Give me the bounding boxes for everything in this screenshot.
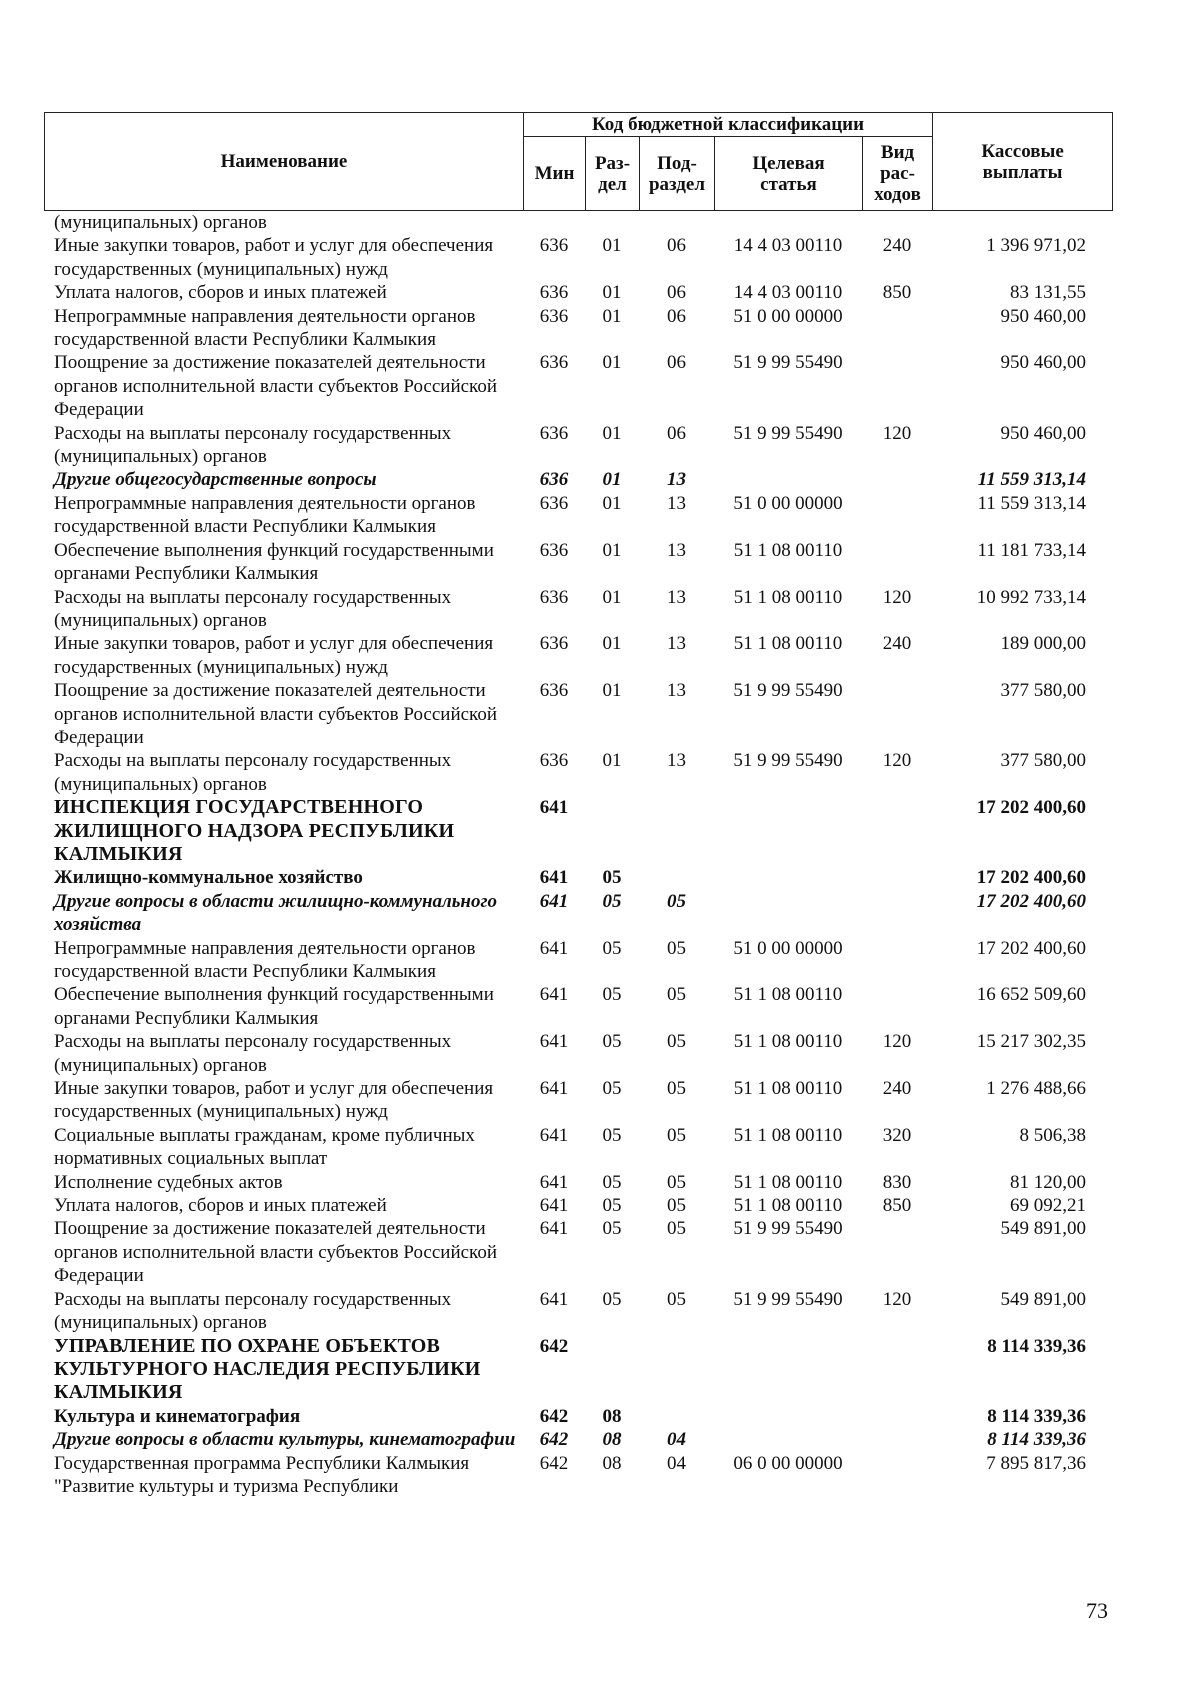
row-vid [862,1217,932,1287]
row-razdel [585,796,639,866]
row-name: Другие вопросы в области жилищно-коммунального хозяйства [54,890,497,936]
header-code-group: Код бюджетной классификации [524,113,933,137]
table-header [44,112,1113,211]
table-row [44,539,1112,586]
row-amount: 69 092,21 [1010,1195,1086,1217]
row-min: 641 [539,1195,569,1217]
row-min: 641 [539,1124,569,1146]
table-row [44,468,1112,491]
row-min [523,211,585,234]
table-row [44,1124,1112,1171]
row-podrazdel [639,1335,714,1405]
row-razdel: 05 [602,1031,622,1053]
row-vid [862,796,932,866]
row-min: 641 [539,1171,569,1193]
row-target: 51 1 08 00110 [733,1124,843,1146]
row-amount: 189 000,00 [1000,633,1086,655]
row-name: Уплата налогов, сборов и иных платежей [54,282,387,304]
row-podrazdel: 06 [667,352,686,374]
row-name: ИНСПЕКЦИЯ ГОСУДАРСТВЕННОГО ЖИЛИЩНОГО НАДЗОРА РЕСПУБЛИКИ КАЛМЫКИЯ [54,796,455,865]
row-vid [862,1405,932,1428]
table-row [44,351,1112,421]
table-row [44,983,1112,1030]
table-row [44,281,1112,304]
row-razdel: 01 [602,750,622,772]
row-podrazdel [639,211,714,234]
row-razdel [585,1335,639,1405]
table-row [44,492,1112,539]
row-amount: 8 114 339,36 [987,1429,1086,1451]
row-amount: 81 120,00 [1010,1171,1086,1193]
row-razdel: 05 [602,937,622,959]
row-name: Расходы на выплаты персоналу государственных (муниципальных) органов [54,750,452,795]
row-min: 636 [539,680,569,702]
row-podrazdel: 06 [667,305,686,327]
row-name: Расходы на выплаты персоналу государственных (муниципальных) органов [54,422,452,468]
row-amount: 8 506,38 [1019,1124,1086,1146]
row-podrazdel: 05 [667,1031,686,1053]
row-min: 636 [539,586,569,608]
table-row [44,749,1112,796]
row-min: 641 [539,1288,569,1310]
row-target: 14 4 03 00110 [733,282,843,304]
header-name: Наименование [45,113,524,211]
row-name: Другие вопросы в области культуры, кинематографии [54,1429,516,1451]
row-target: 51 9 99 55490 [733,680,843,702]
row-name: Другие общегосударственные вопросы [54,469,377,491]
row-min: 641 [539,984,569,1006]
row-target: 51 9 99 55490 [733,352,843,374]
table-row [44,1405,1112,1428]
table-row [44,1077,1112,1124]
row-podrazdel: 04 [667,1452,686,1474]
row-min: 636 [539,750,569,772]
table-row [44,1194,1112,1217]
row-razdel: 01 [602,469,622,491]
row-amount: 8 114 339,36 [987,1335,1086,1357]
table-row [44,234,1112,281]
row-razdel: 01 [602,539,622,561]
row-amount: 549 891,00 [1000,1288,1086,1310]
row-min: 641 [539,890,569,912]
row-vid: 320 [882,1124,912,1146]
row-podrazdel: 05 [667,1078,686,1100]
row-name: Иные закупки товаров, работ и услуг для обеспечения государственных (муниципальных) нужд [54,235,494,280]
row-podrazdel: 13 [667,750,686,772]
header-min: Мин [524,137,586,211]
table-row [44,211,1112,234]
row-min: 636 [539,235,569,257]
row-razdel: 05 [602,1195,622,1217]
row-name: УПРАВЛЕНИЕ ПО ОХРАНЕ ОБЪЕКТОВ КУЛЬТУРНОГО НАСЛЕДИЯ РЕСПУБЛИКИ КАЛМЫКИЯ [54,1334,481,1404]
row-podrazdel: 06 [667,422,686,444]
row-name: Непрограммные направления деятельности органов государственной власти Республики Калмыкия [54,937,476,982]
table-row [44,890,1112,937]
row-vid [862,866,932,889]
row-min: 642 [539,1335,569,1357]
row-target [714,1405,862,1428]
row-vid: 120 [882,422,912,444]
row-amount: 11 559 313,14 [977,469,1086,491]
header-podrazdel: Под- раздел [640,137,715,211]
row-min: 636 [539,492,569,514]
table-row [44,1335,1112,1405]
row-name: Расходы на выплаты персоналу государственных (муниципальных) органов [54,586,452,631]
table-row [44,1171,1112,1194]
row-name: Расходы на выплаты персоналу государственных (муниципальных) органов [54,1031,452,1076]
header-amount: Кассовые выплаты [933,113,1113,211]
row-podrazdel: 05 [667,937,686,959]
row-min: 636 [539,469,569,491]
row-target: 51 1 08 00110 [733,1031,843,1053]
row-target: 51 9 99 55490 [733,1288,843,1310]
row-min: 636 [539,422,569,444]
row-name: Исполнение судебных актов [54,1171,283,1193]
row-podrazdel: 13 [667,586,686,608]
row-target: 51 1 08 00110 [733,539,843,561]
row-min: 641 [539,1031,569,1053]
row-vid [862,1452,932,1499]
row-podrazdel: 05 [667,1218,686,1240]
row-vid: 240 [882,633,912,655]
row-amount: 15 217 302,35 [976,1031,1086,1053]
table-row [44,866,1112,889]
table-row [44,1288,1112,1335]
row-amount: 16 652 509,60 [976,984,1086,1006]
row-razdel: 01 [602,352,622,374]
row-amount: 11 559 313,14 [977,492,1086,514]
row-razdel: 05 [602,1171,622,1193]
header-target: Целевая статья [715,137,863,211]
row-amount: 17 202 400,60 [976,797,1086,819]
row-target: 06 0 00 00000 [733,1452,843,1474]
row-vid: 120 [882,1288,912,1310]
row-razdel: 05 [602,1124,622,1146]
row-amount: 17 202 400,60 [976,890,1086,912]
table-row [44,796,1112,866]
row-podrazdel: 13 [667,680,686,702]
row-vid: 830 [882,1171,912,1193]
row-razdel: 05 [602,867,622,889]
row-podrazdel: 05 [667,1171,686,1193]
row-vid [862,1428,932,1451]
row-min: 636 [539,305,569,327]
row-name: Государственная программа Республики Калмыкия "Развитие культуры и туризма Республики [54,1452,470,1497]
row-vid [862,211,932,234]
row-target: 51 9 99 55490 [733,750,843,772]
row-amount: 377 580,00 [1000,680,1086,702]
row-name: Обеспечение выполнения функций государственными органами Республики Калмыкия [54,984,494,1029]
table-row [44,422,1112,469]
row-vid: 240 [882,235,912,257]
row-vid [862,468,932,491]
row-name: Иные закупки товаров, работ и услуг для обеспечения государственных (муниципальных) нужд [54,1078,494,1123]
row-razdel: 01 [602,305,622,327]
row-min: 636 [539,633,569,655]
row-razdel: 01 [602,422,622,444]
row-vid [862,305,932,352]
row-target [714,866,862,889]
row-target [714,796,862,866]
row-vid [862,1335,932,1405]
row-min: 636 [539,539,569,561]
row-razdel [585,211,639,234]
row-target: 51 1 08 00110 [733,633,843,655]
row-podrazdel [639,796,714,866]
row-target: 51 0 00 00000 [733,305,843,327]
row-podrazdel: 05 [667,1124,686,1146]
row-min: 641 [539,1078,569,1100]
row-razdel: 01 [602,235,622,257]
row-amount: 17 202 400,60 [976,867,1086,889]
row-vid: 120 [882,586,912,608]
row-razdel: 05 [602,1288,622,1310]
row-amount: 11 181 733,14 [977,539,1086,561]
row-amount: 17 202 400,60 [976,937,1086,959]
table-row [44,679,1112,749]
row-name: Поощрение за достижение показателей деятельности органов исполнительной власти субъектов Российской Федерации [54,352,497,421]
row-amount: 10 992 733,14 [976,586,1086,608]
row-min: 636 [539,352,569,374]
row-name: (муниципальных) органов [54,212,267,233]
row-target [714,1428,862,1451]
row-target [714,1335,862,1405]
row-razdel: 01 [602,282,622,304]
row-podrazdel: 13 [667,633,686,655]
row-vid: 120 [882,750,912,772]
row-amount: 8 114 339,36 [987,1405,1086,1427]
row-target: 51 1 08 00110 [733,1171,843,1193]
row-name: Иные закупки товаров, работ и услуг для обеспечения государственных (муниципальных) нужд [54,633,494,678]
row-name: Поощрение за достижение показателей деятельности органов исполнительной власти субъектов Российской Федерации [54,1218,497,1287]
row-target [714,211,862,234]
row-razdel: 05 [602,1218,622,1240]
row-target [714,890,862,937]
row-podrazdel: 13 [667,492,686,514]
row-podrazdel: 04 [667,1429,686,1451]
row-amount: 549 891,00 [1000,1218,1086,1240]
row-amount: 83 131,55 [1010,282,1086,304]
row-podrazdel: 05 [667,1195,686,1217]
row-vid [862,492,932,539]
row-vid [862,937,932,984]
row-razdel: 05 [602,984,622,1006]
row-name: Расходы на выплаты персоналу государственных (муниципальных) органов [54,1288,452,1334]
header-vid: Вид рас- ходов [863,137,933,211]
row-razdel: 05 [602,1078,622,1100]
row-target [714,468,862,491]
row-name: Жилищно-коммунальное хозяйство [54,867,363,889]
table-row [44,586,1112,633]
row-amount: 950 460,00 [1000,305,1086,327]
row-vid [862,539,932,586]
row-amount: 1 276 488,66 [986,1078,1086,1100]
row-min: 641 [539,937,569,959]
row-min: 641 [539,797,569,819]
row-name: Непрограммные направления деятельности органов государственной власти Республики Калмыкия [54,305,476,351]
row-vid [862,351,932,421]
row-razdel: 01 [602,586,622,608]
row-razdel: 08 [602,1452,622,1474]
row-name: Социальные выплаты гражданам, кроме публичных нормативных социальных выплат [54,1124,475,1170]
row-target: 51 9 99 55490 [733,422,843,444]
budget-table [44,211,1112,1498]
row-razdel: 01 [602,680,622,702]
row-target: 51 0 00 00000 [733,492,843,514]
row-target: 51 1 08 00110 [733,1195,843,1217]
row-razdel: 01 [602,492,622,514]
row-vid: 120 [882,1031,912,1053]
page-number: 73 [1086,1598,1108,1623]
table-row [44,1217,1112,1287]
row-min: 636 [539,282,569,304]
row-min: 641 [539,867,569,889]
row-name: Непрограммные направления деятельности органов государственной власти Республики Калмыкия [54,492,476,538]
row-target: 14 4 03 00110 [733,235,843,257]
row-name: Поощрение за достижение показателей деятельности органов исполнительной власти субъектов Российской Федерации [54,680,497,748]
row-razdel: 01 [602,633,622,655]
row-amount: 950 460,00 [1000,352,1086,374]
row-min: 642 [539,1452,569,1474]
table-row [44,305,1112,352]
row-amount: 7 895 817,36 [986,1452,1086,1474]
row-target: 51 0 00 00000 [733,937,843,959]
row-amount: 377 580,00 [1000,750,1086,772]
row-min: 641 [539,1218,569,1240]
row-vid [862,983,932,1030]
row-razdel: 08 [602,1429,622,1451]
row-name: Обеспечение выполнения функций государственными органами Республики Калмыкия [54,539,494,585]
row-min: 642 [539,1429,569,1451]
row-name: Уплата налогов, сборов и иных платежей [54,1195,387,1217]
row-vid [862,890,932,937]
header-razdel: Раз- дел [586,137,640,211]
row-amount: 950 460,00 [1000,422,1086,444]
table-row [44,1030,1112,1077]
table-row [44,937,1112,984]
row-razdel: 08 [602,1405,622,1427]
row-razdel: 05 [602,890,622,912]
row-podrazdel: 05 [667,890,686,912]
row-vid: 850 [882,282,912,304]
row-target: 51 9 99 55490 [733,1218,843,1240]
row-podrazdel [639,1405,714,1428]
row-podrazdel: 13 [667,539,686,561]
table-row [44,1452,1112,1499]
row-target: 51 1 08 00110 [733,1078,843,1100]
row-target: 51 1 08 00110 [733,586,843,608]
row-podrazdel: 06 [667,235,686,257]
row-podrazdel [639,866,714,889]
row-amount: 1 396 971,02 [986,235,1086,257]
row-target: 51 1 08 00110 [733,984,843,1006]
row-vid: 850 [882,1195,912,1217]
row-vid: 240 [882,1078,912,1100]
table-row [44,1428,1112,1451]
table-row [44,632,1112,679]
row-amount [932,211,1112,234]
row-min: 642 [539,1405,569,1427]
row-podrazdel: 06 [667,282,686,304]
row-podrazdel: 05 [667,984,686,1006]
row-podrazdel: 05 [667,1288,686,1310]
row-podrazdel: 13 [667,469,686,491]
row-vid [862,679,932,749]
row-name: Культура и кинематография [54,1405,301,1427]
